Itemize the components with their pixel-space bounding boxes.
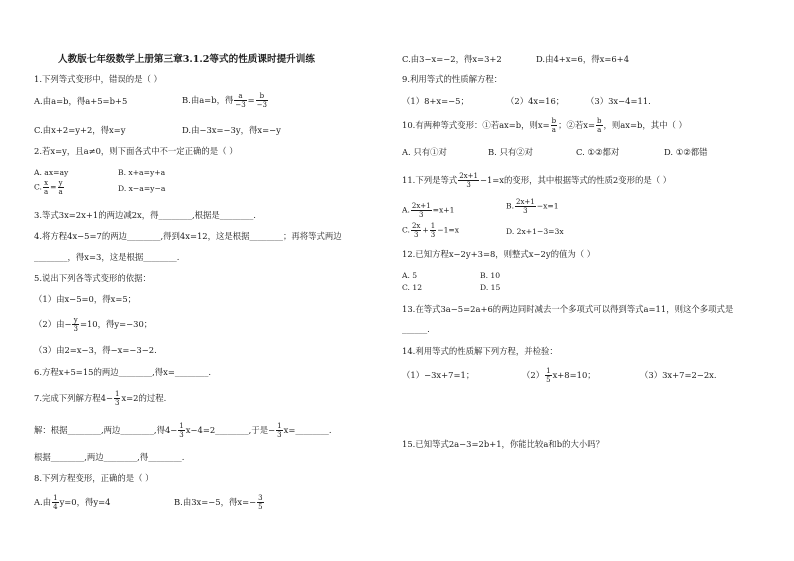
q11-option-b: B. $\frac{2x+1}{3}$ −x=1 (506, 198, 559, 215)
question-2: 2.若x=y，且a≠0，则下面各式中不一定正确的是（ ） (34, 146, 238, 156)
q11-option-d: D. 2x+1−3=3x (506, 227, 564, 236)
q5-item-3: （3）由2=x−3，得−x=−3−2. (34, 345, 157, 355)
q2-option-c: C. $\frac{x}{a}$ = $\frac{y}{a}$ (34, 179, 63, 196)
q1-option-b: B.由a=b，得 $\frac{a}{-3}$ = $\frac{b}{-3}$ (182, 92, 268, 109)
q9-item-2: （2）4x=16； (506, 96, 565, 106)
q14-item-2: （2） $\frac{1}{5}$ x+8=10； (522, 367, 596, 384)
page-title: 人教版七年级数学上册第三章3.1.2等式的性质课时提升训练 (58, 54, 315, 65)
q2-option-b: B. x+a=y+a (118, 168, 166, 177)
q1-option-a: A.由a=b，得a+5=b+5 (34, 96, 128, 106)
q12-option-d: D. 15 (480, 283, 501, 292)
q7-solution-line-1: 解：根据________,两边________,得4− $\frac{1}{3}$ x−4=2________,于是− $\frac{1}{3}$ x=________. (34, 422, 332, 439)
q8-option-c: C.由3−x=−2，得x=3+2 (402, 54, 502, 64)
q2-option-d: D. x−a=y−a (118, 184, 166, 193)
question-1: 1.下列等式变形中，错误的是（ ） (34, 74, 162, 84)
q8-option-b: B.由3x=−5，得x=− $\frac{3}{5}$ (174, 494, 263, 511)
q10-option-b: B. 只有②对 (488, 147, 533, 157)
q5-item-2: （2）由− $\frac{y}{3}$ =10，得y=−30； (34, 316, 153, 333)
q12-option-a: A. 5 (402, 271, 418, 280)
q9-item-1: （1）8+x=−5； (402, 96, 469, 106)
question-8: 8.下列方程变形，正确的是（ ） (34, 473, 154, 483)
question-10: 10.有两种等式变形：①若ax=b，则x= $\frac{b}{a}$ ；②若x= $\frac{b}{a}$ ，则ax=b，其中（ ） (402, 117, 687, 134)
q12-option-b: B. 10 (480, 271, 501, 280)
q9-item-3: （3）3x−4=11. (586, 96, 651, 106)
q10-option-d: D. ①②都错 (664, 147, 708, 157)
question-14: 14.利用等式的性质解下列方程，并检验： (402, 346, 558, 356)
question-7: 7.完成下列解方程4− $\frac{1}{3}$ x=2的过程. (34, 390, 167, 407)
question-13-line-1: 13.在等式3a−5=2a+6的两边同时减去一个多项式可以得到等式a=11，则这个多项式是 (402, 304, 734, 314)
q10-option-c: C. ①②都对 (576, 147, 620, 157)
question-9: 9.利用等式的性质解方程： (402, 74, 503, 84)
q1-option-d: D.由−3x=−3y，得x=−y (182, 125, 281, 135)
q11-option-a: A. $\frac{2x+1}{3}$ =x+1 (402, 202, 455, 219)
q11-option-c: C. $\frac{2x}{3}$ + $\frac{1}{3}$ −1=x (402, 222, 460, 239)
q5-item-1: （1）由x−5=0，得x=5； (34, 294, 137, 304)
q10-option-a: A. 只有①对 (402, 147, 447, 157)
question-3: 3.等式3x=2x+1的两边减2x，得________,根据是________. (34, 210, 256, 220)
question-13-line-2: ______. (402, 324, 430, 334)
q12-option-c: C. 12 (402, 283, 423, 292)
q8-option-a: A.由 $\frac{1}{4}$ y=0，得y=4 (34, 494, 111, 511)
question-11: 11.下列是等式 $\frac{2x+1}{3}$ −1=x的变形，其中根据等式的性质2变形的是（ ） (402, 172, 672, 189)
question-5: 5.说出下列各等式变形的依据： (34, 273, 151, 283)
q1-option-c: C.由x+2=y+2，得x=y (34, 125, 126, 135)
q14-item-1: （1）−3x+7=1； (402, 370, 475, 380)
q8-option-d: D.由4+x=6，得x=6+4 (536, 54, 630, 64)
question-4-line-2: ________，得x=3，这是根据________. (34, 252, 180, 262)
q7-solution-line-2: 根据________,两边________,得________. (34, 452, 185, 462)
question-15: 15.已知等式2a−3=2b+1，你能比较a和b的大小吗？ (402, 439, 605, 449)
question-6: 6.方程x+5=15的两边________,得x=________. (34, 367, 212, 377)
q14-item-3: （3）3x+7=2−2x. (640, 370, 717, 380)
q2-option-a: A. ax=ay (34, 168, 69, 177)
question-12: 12.已知方程x−2y+3=8，则整式x−2y的值为（ ） (402, 249, 596, 259)
question-4-line-1: 4.将方程4x−5=7的两边________,得到4x=12，这是根据________；再将等式两边 (34, 231, 342, 241)
